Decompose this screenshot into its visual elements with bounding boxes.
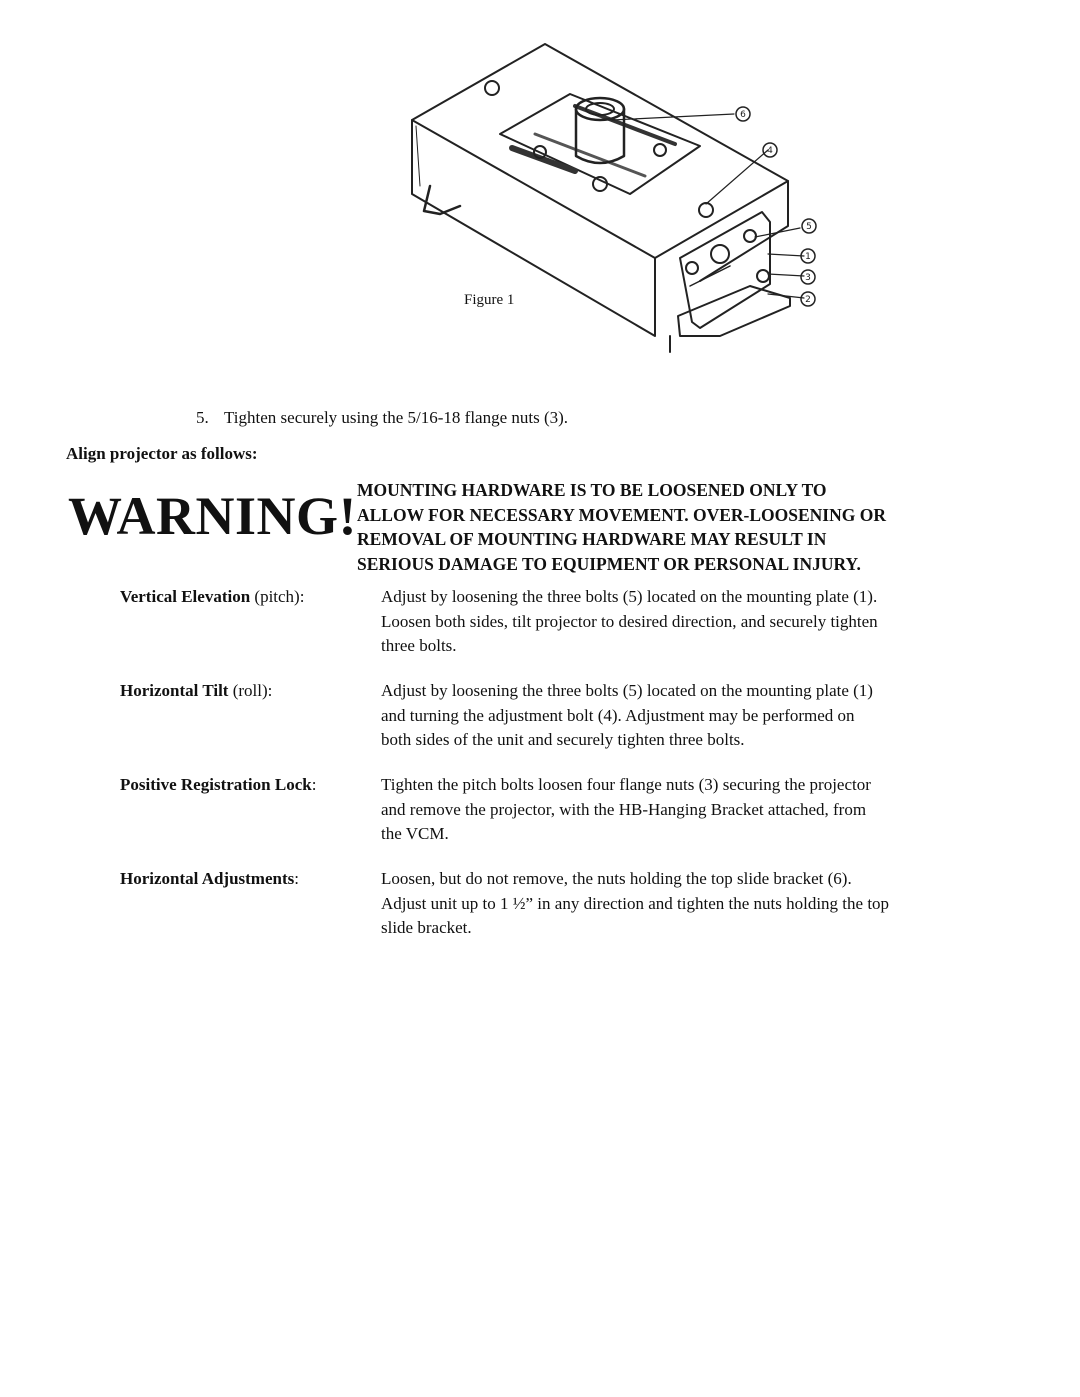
adjustment-description [381,679,1021,753]
callout-label-6: 6 [740,110,746,120]
warning-line: ALLOW FOR NECESSARY MOVEMENT. OVER-LOOSENING OR [357,504,886,525]
adjustment-label-bold: Positive Registration Lock [120,775,312,794]
callout-label-1: 1 [805,252,811,262]
step-5 [196,408,568,428]
callout-label-3: 3 [805,273,811,283]
adjustment-label-normal: (pitch): [250,587,305,606]
figure-caption: Figure 1 [464,292,515,308]
adjustment-description [381,585,1021,659]
description-line: and turning the adjustment bolt (4). Adjustment may be performed on [381,705,855,725]
description-line: Adjust by loosening the three bolts (5) located on the mounting plate (1) [381,681,873,700]
step-number: 5. [196,408,209,427]
description-line: and remove the projector, with the HB-Hanging Bracket attached, from [381,799,867,819]
adjustment-label [120,679,272,704]
adjustment-label-normal: : [294,869,299,888]
adjustment-label-bold: Vertical Elevation [120,587,251,606]
align-heading: Align projector as follows: [66,444,258,463]
adjustment-description [381,867,1021,941]
adjustment-label-normal: (roll): [228,681,273,700]
callout-label-5: 5 [806,222,812,232]
callout-label-2: 2 [805,295,811,305]
adjustment-label [120,867,299,892]
callout-label-4: 4 [767,146,773,156]
figure-1-illustration [400,36,840,366]
description-line: three bolts. [381,636,457,655]
adjustment-label [120,773,316,798]
step-text: Tighten securely using the 5/16-18 flange nuts (3). [224,408,569,427]
warning-message [357,478,1047,576]
warning-title: WARNING! [68,486,358,546]
adjustment-label-bold: Horizontal Tilt [120,681,229,700]
description-line: slide bracket. [381,918,472,937]
adjustment-label [120,585,304,610]
description-line: Loosen, but do not remove, the nuts holding the top slide bracket (6). [381,869,852,888]
adjustment-label-normal: : [311,775,317,794]
adjustment-description [381,773,1021,847]
description-line: Adjust by loosening the three bolts (5) located on the mounting plate (1). [381,587,878,606]
description-line: the VCM. [381,824,449,843]
description-line: Adjust unit up to 1 ½” in any direction and tighten the nuts holding the top [381,893,890,913]
warning-line: REMOVAL OF MOUNTING HARDWARE MAY RESULT IN [357,529,827,549]
projector-mount-drawing [400,36,840,366]
warning-line: SERIOUS DAMAGE TO EQUIPMENT OR PERSONAL INJURY. [357,553,861,574]
description-line: Tighten the pitch bolts loosen four flange nuts (3) securing the projector [381,775,871,794]
warning-line: MOUNTING HARDWARE IS TO BE LOOSENED ONLY TO [357,480,827,500]
description-line: both sides of the unit and securely tighten three bolts. [381,730,745,749]
adjustment-label-bold: Horizontal Adjustments [120,869,295,888]
description-line: Loosen both sides, tilt projector to desired direction, and securely tighten [381,611,878,631]
